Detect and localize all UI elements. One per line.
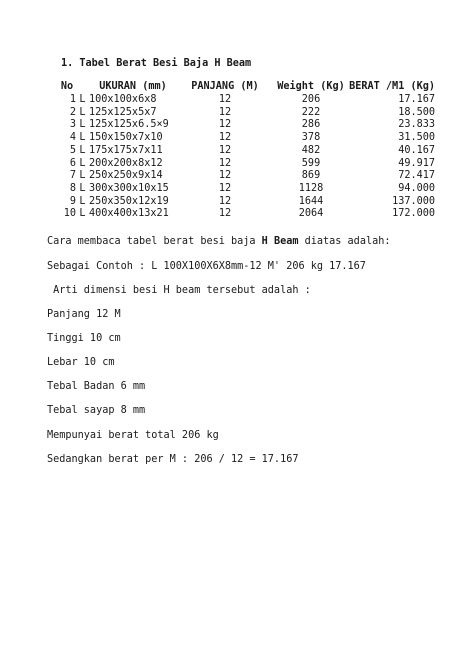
- cell-berat: 18.500: [398, 106, 435, 118]
- cell-panjang: 12: [218, 157, 232, 169]
- intro-paragraph: [47, 236, 391, 247]
- cell-l: L: [79, 195, 86, 207]
- weight-per-meter-paragraph: Sedangkan berat per M : 206 / 12 = 17.167: [47, 454, 299, 465]
- header-no: No: [60, 81, 74, 92]
- cell-l: L: [79, 106, 86, 118]
- table-row: [58, 94, 435, 107]
- cell-no: 8: [69, 182, 76, 194]
- cell-berat: 72.417: [398, 170, 435, 182]
- cell-l: L: [79, 94, 86, 105]
- cell-panjang: 12: [218, 195, 232, 207]
- cell-weight: 286: [301, 119, 321, 131]
- intro-prefix: Cara membaca tabel berat besi baja: [47, 236, 262, 247]
- cell-ukuran: 125x125x5x7: [89, 106, 157, 118]
- total-weight-paragraph: Mempunyai berat total 206 kg: [47, 430, 219, 441]
- cell-ukuran: 250x350x12x19: [89, 195, 169, 207]
- cell-weight: 1128: [298, 182, 324, 194]
- cell-no: 10: [63, 208, 76, 220]
- cell-ukuran: 100x100x6x8: [89, 94, 157, 105]
- cell-berat: 17.167: [398, 94, 435, 105]
- intro-suffix: diatas adalah:: [298, 236, 391, 247]
- cell-l: L: [79, 157, 86, 169]
- cell-berat: 31.500: [398, 132, 435, 144]
- table-row: [58, 170, 435, 183]
- cell-l: L: [79, 132, 86, 144]
- cell-no: 7: [69, 170, 76, 182]
- cell-berat: 23.833: [398, 119, 435, 131]
- cell-panjang: 12: [218, 132, 232, 144]
- cell-no: 6: [69, 157, 76, 169]
- height-paragraph: Tinggi 10 cm: [47, 333, 121, 344]
- width-paragraph: Lebar 10 cm: [47, 357, 115, 368]
- table-row: [58, 145, 435, 158]
- cell-ukuran: 150x150x7x10: [89, 132, 163, 144]
- section-heading: 1. Tabel Berat Besi Baja H Beam: [61, 58, 252, 69]
- cell-no: 1: [69, 94, 76, 105]
- cell-berat: 94.000: [398, 182, 435, 194]
- table-header-row: [58, 80, 435, 94]
- cell-no: 5: [69, 144, 76, 156]
- h-beam-weight-table: [58, 80, 435, 221]
- cell-weight: 482: [301, 144, 321, 156]
- example-paragraph: Sebagai Contoh : L 100X100X6X8mm-12 M' 206 kg 17.167: [47, 261, 366, 272]
- cell-weight: 206: [301, 94, 321, 105]
- header-ukuran: UKURAN (mm): [99, 81, 167, 92]
- cell-panjang: 12: [218, 170, 232, 182]
- header-weight: Weight (Kg): [277, 81, 345, 92]
- cell-no: 3: [69, 119, 76, 131]
- cell-ukuran: 200x200x8x12: [89, 157, 163, 169]
- header-l-spacer: [76, 80, 89, 94]
- table-body: [58, 94, 435, 221]
- flange-thickness-paragraph: Tebal sayap 8 mm: [47, 405, 146, 416]
- cell-weight: 599: [301, 157, 321, 169]
- cell-panjang: 12: [218, 119, 232, 131]
- cell-weight: 1644: [298, 195, 324, 207]
- length-paragraph: Panjang 12 M: [47, 309, 121, 320]
- table-row: [58, 208, 435, 221]
- cell-ukuran: 400x400x13x21: [89, 208, 169, 220]
- cell-panjang: 12: [218, 182, 232, 194]
- dimension-intro-paragraph: Arti dimensi besi H beam tersebut adalah :: [47, 285, 311, 296]
- cell-panjang: 12: [218, 144, 232, 156]
- header-panjang: PANJANG (M): [191, 81, 259, 92]
- cell-ukuran: 175x175x7x11: [89, 144, 163, 156]
- cell-no: 2: [69, 106, 76, 118]
- cell-weight: 378: [301, 132, 321, 144]
- header-berat: BERAT /M1 (Kg): [349, 81, 435, 92]
- intro-bold-h-beam: H Beam: [261, 236, 299, 247]
- cell-berat: 40.167: [398, 144, 435, 156]
- cell-panjang: 12: [218, 94, 232, 105]
- cell-berat: 172.000: [392, 208, 435, 220]
- cell-l: L: [79, 208, 86, 220]
- table-row: [58, 158, 435, 171]
- cell-ukuran: 125x125x6.5×9: [89, 119, 169, 131]
- table-row: [58, 119, 435, 132]
- cell-ukuran: 250x250x9x14: [89, 170, 163, 182]
- cell-no: 4: [69, 132, 76, 144]
- cell-no: 9: [69, 195, 76, 207]
- cell-berat: 49.917: [398, 157, 435, 169]
- table-row: [58, 132, 435, 145]
- cell-panjang: 12: [218, 208, 232, 220]
- table-row: [58, 196, 435, 209]
- cell-weight: 2064: [298, 208, 324, 220]
- web-thickness-paragraph: Tebal Badan 6 mm: [47, 381, 146, 392]
- table-row: [58, 183, 435, 196]
- table-row: [58, 107, 435, 120]
- cell-ukuran: 300x300x10x15: [89, 182, 169, 194]
- cell-l: L: [79, 182, 86, 194]
- cell-l: L: [79, 144, 86, 156]
- cell-weight: 222: [301, 106, 321, 118]
- cell-panjang: 12: [218, 106, 232, 118]
- cell-berat: 137.000: [392, 195, 435, 207]
- cell-l: L: [79, 170, 86, 182]
- cell-l: L: [79, 119, 86, 131]
- cell-weight: 869: [301, 170, 321, 182]
